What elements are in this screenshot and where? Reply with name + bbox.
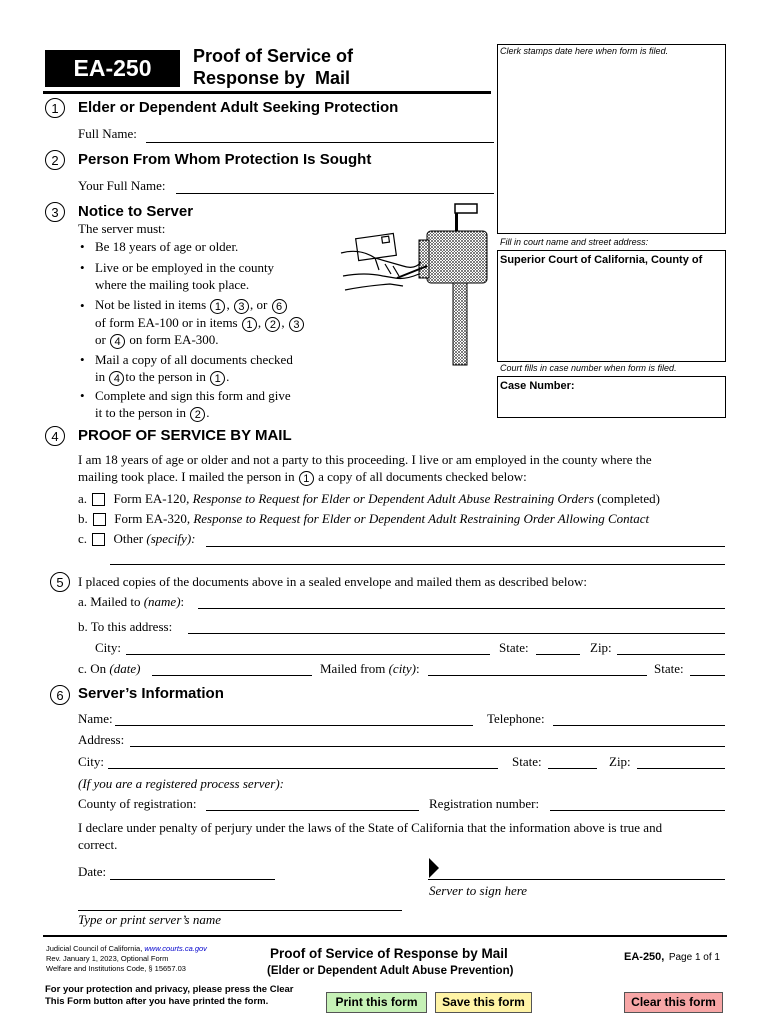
ref-item-3b: 3 <box>289 317 304 332</box>
server-state-field[interactable] <box>548 768 597 769</box>
save-form-button[interactable]: Save this form <box>435 992 532 1013</box>
mailbox-hand-illustration <box>335 198 495 368</box>
footer-council: Judicial Council of California, www.courts.ca.gov <box>46 944 207 953</box>
footer-subtitle: (Elder or Dependent Adult Abuse Prevention) <box>267 965 514 977</box>
mailed-date-field[interactable] <box>152 675 312 676</box>
county-registration-label: County of registration: <box>78 796 197 811</box>
mailed-from-state-field[interactable] <box>690 675 725 676</box>
registration-number-field[interactable] <box>550 810 725 811</box>
proof-statement-2: mailing took place. I mailed the person in 1 a copy of all documents checked below: <box>78 469 527 485</box>
ref-item-1d: 1 <box>299 471 314 486</box>
server-zip-field[interactable] <box>637 768 725 769</box>
declaration-line-1: I declare under penalty of perjury under the laws of the State of California that the information above is true and <box>78 820 663 835</box>
petitioner-name-field[interactable] <box>146 142 494 143</box>
section-2-title: Person From Whom Protection Is Sought <box>78 151 372 168</box>
other-specify-field[interactable] <box>206 546 725 547</box>
declaration-line-2: correct. <box>78 837 118 852</box>
bullet-5: • <box>80 388 85 403</box>
ref-item-2: 2 <box>265 317 280 332</box>
section-1-number: 1 <box>45 98 65 118</box>
notice-item-complete-1: Complete and sign this form and give <box>95 388 291 403</box>
privacy-note-2: This Form button after you have printed the form. <box>45 996 269 1007</box>
checkbox-form-ea120[interactable] <box>92 493 105 506</box>
mailed-to-label: a. Mailed to (name): <box>78 594 185 609</box>
registered-server-note: (If you are a registered process server): <box>78 776 285 791</box>
footer-code: Welfare and Institutions Code, § 15657.03 <box>46 964 186 973</box>
bullet-4: • <box>80 352 85 367</box>
mailed-to-name-field[interactable] <box>198 608 725 609</box>
section-3-number: 3 <box>45 202 65 222</box>
document-option-c: c. Other (specify): <box>78 531 196 546</box>
server-telephone-field[interactable] <box>553 725 725 726</box>
mailed-from-label: Mailed from (city): <box>320 661 420 676</box>
section-5-number: 5 <box>50 572 70 592</box>
ref-item-4: 4 <box>110 334 125 349</box>
county-registration-field[interactable] <box>206 810 419 811</box>
address-state-field[interactable] <box>536 654 580 655</box>
form-title-line1: Proof of Service of <box>193 46 354 66</box>
ref-item-1c: 1 <box>210 371 225 386</box>
section-3-title: Notice to Server <box>78 203 194 220</box>
proof-statement-1: I am 18 years of age or older and not a party to this proceeding. I live or am employed in the county where the <box>78 452 652 467</box>
address-city-label: City: <box>95 640 122 655</box>
ref-item-1b: 1 <box>242 317 257 332</box>
ref-item-3: 3 <box>234 299 249 314</box>
section-2-number: 2 <box>45 150 65 170</box>
notice-item-not-listed-2: of form EA-100 or in items 1 , 2 , 3 <box>95 315 305 332</box>
clear-form-button[interactable]: Clear this form <box>624 992 723 1013</box>
clerk-note: Clerk stamps date here when form is filed. <box>500 46 669 56</box>
notice-item-county-1: Live or be employed in the county <box>95 260 275 275</box>
mailing-intro: I placed copies of the documents above in a sealed envelope and mailed them as described below: <box>78 574 587 589</box>
checkbox-other[interactable] <box>92 533 105 546</box>
court-name-label: Superior Court of California, County of <box>500 254 703 266</box>
mailed-from-state-label: State: <box>654 661 684 676</box>
sign-here-arrow-icon <box>428 857 440 879</box>
ref-item-2b: 2 <box>190 407 205 422</box>
case-number-label: Case Number: <box>500 380 575 392</box>
court-fill-note: Fill in court name and street address: <box>500 237 649 247</box>
address-label: b. To this address: <box>78 619 173 634</box>
address-city-field[interactable] <box>126 654 490 655</box>
registration-number-label: Registration number: <box>429 796 540 811</box>
checkbox-form-ea320[interactable] <box>93 513 106 526</box>
signature-date-label: Date: <box>78 864 107 879</box>
petitioner-name-label: Full Name: <box>78 126 137 141</box>
other-specify-field-line2[interactable] <box>110 564 725 565</box>
sign-here-note: Server to sign here <box>429 883 528 898</box>
server-telephone-label: Telephone: <box>487 711 545 726</box>
respondent-name-label: Your Full Name: <box>78 178 166 193</box>
section-6-title: Server’s Information <box>78 685 224 702</box>
address-state-label: State: <box>499 640 529 655</box>
server-name-label: Name: <box>78 711 113 726</box>
mailed-from-city-field[interactable] <box>428 675 647 676</box>
section-1-title: Elder or Dependent Adult Seeking Protection <box>78 99 399 116</box>
server-name-field[interactable] <box>115 725 473 726</box>
header-rule <box>43 91 491 94</box>
notice-item-county-2: where the mailing took place. <box>95 277 250 292</box>
address-zip-label: Zip: <box>590 640 612 655</box>
server-state-label: State: <box>512 754 542 769</box>
notice-item-not-listed-1: Not be listed in items 1 , 3 , or 6 <box>95 297 288 314</box>
ref-item-6: 6 <box>272 299 287 314</box>
footer-title: Proof of Service of Response by Mail <box>270 946 508 961</box>
address-zip-field[interactable] <box>617 654 725 655</box>
server-zip-label: Zip: <box>609 754 631 769</box>
notice-item-complete-2: it to the person in 2 . <box>95 405 210 421</box>
server-signature-field[interactable] <box>428 879 725 880</box>
mailed-on-label: c. On (date) <box>78 661 141 676</box>
section-6-number: 6 <box>50 685 70 705</box>
section-4-number: 4 <box>45 426 65 446</box>
ref-item-1: 1 <box>210 299 225 314</box>
document-option-a: a. Form EA-120, Response to Request for Elder or Dependent Adult Abuse Restraining Orders (completed) <box>78 491 660 506</box>
form-code-box: EA-250 <box>45 50 180 87</box>
notice-item-mail-1: Mail a copy of all documents checked <box>95 352 293 367</box>
clerk-stamp-box <box>497 44 726 234</box>
notice-intro: The server must: <box>78 221 166 236</box>
privacy-note-1: For your protection and privacy, please press the Clear <box>45 984 294 995</box>
respondent-name-field[interactable] <box>176 193 494 194</box>
notice-item-mail-2: in 4 to the person in 1 . <box>95 369 230 385</box>
bullet-3: • <box>80 298 85 313</box>
server-city-label: City: <box>78 754 105 769</box>
case-number-note: Court fills in case number when form is filed. <box>500 363 677 373</box>
bullet-2: • <box>80 260 85 275</box>
document-option-b: b. Form EA-320, Response to Request for Elder or Dependent Adult Restraining Order Allowing Contact <box>78 511 650 526</box>
server-address-field[interactable] <box>130 746 725 747</box>
footer-page-info: EA-250, Page 1 of 1 <box>624 951 720 963</box>
server-printed-name-field[interactable] <box>78 910 402 911</box>
footer-revision: Rev. January 1, 2023, Optional Form <box>46 954 169 963</box>
form-title-line2: Response by Mail <box>193 68 351 88</box>
court-name-box[interactable] <box>497 250 726 362</box>
print-form-button[interactable]: Print this form <box>326 992 427 1013</box>
section-4-title: PROOF OF SERVICE BY MAIL <box>78 427 292 444</box>
courts-website-link[interactable]: www.courts.ca.gov <box>144 944 207 953</box>
server-address-label: Address: <box>78 732 125 747</box>
bullet-1: • <box>80 239 85 254</box>
signature-date-field[interactable] <box>110 879 275 880</box>
server-city-field[interactable] <box>108 768 498 769</box>
ref-item-4b: 4 <box>109 371 124 386</box>
printed-name-note: Type or print server’s name <box>78 912 221 927</box>
address-field[interactable] <box>188 633 725 634</box>
notice-item-age: Be 18 years of age or older. <box>95 239 239 254</box>
footer-rule <box>43 935 727 937</box>
notice-item-not-listed-3: or 4 on form EA-300. <box>95 332 219 348</box>
